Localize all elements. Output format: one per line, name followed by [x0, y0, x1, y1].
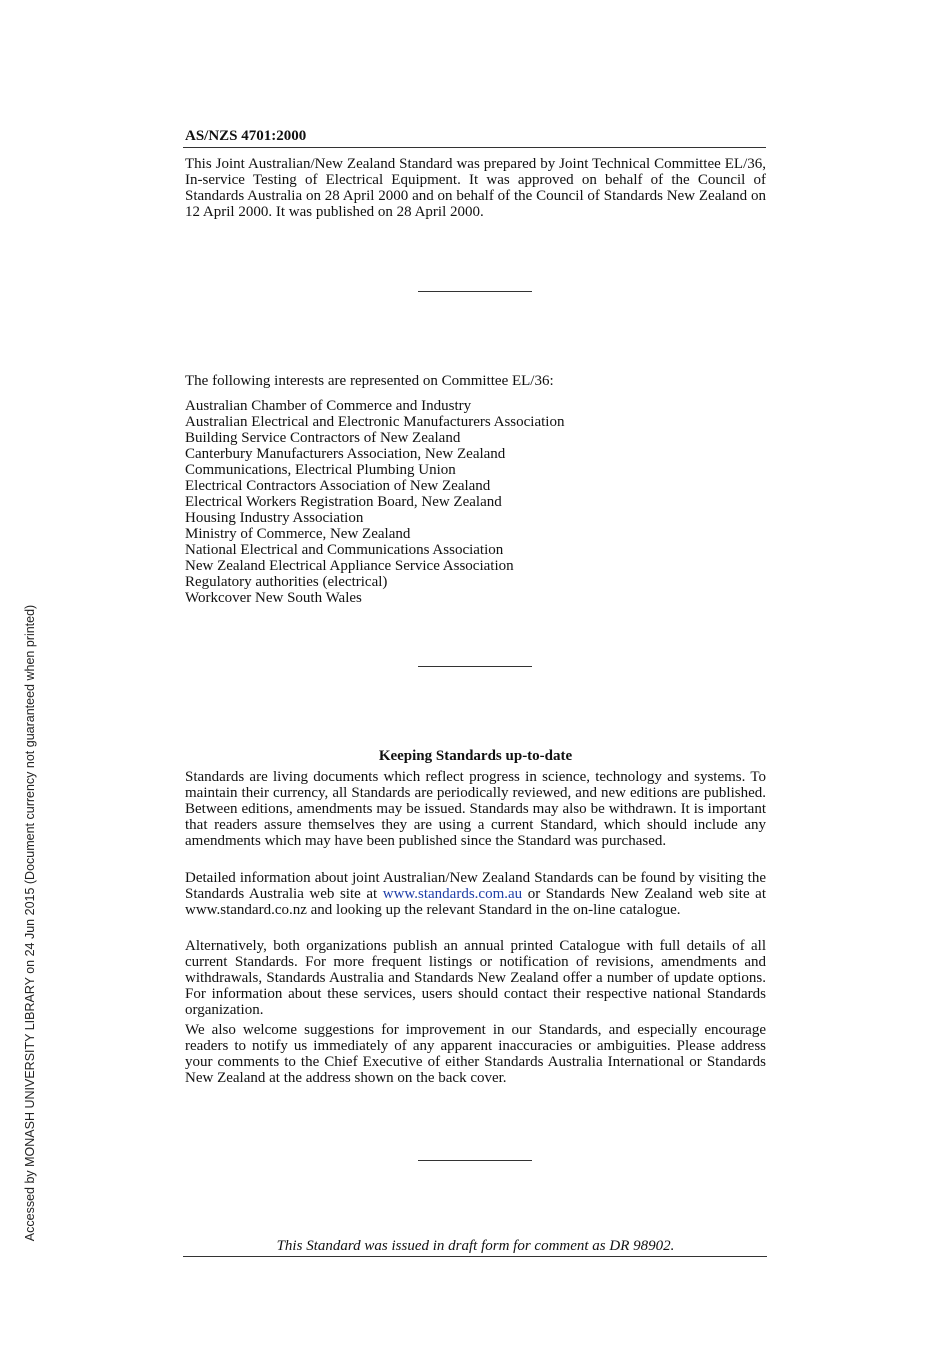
section-divider-2	[418, 666, 532, 667]
keeping-up-to-date-heading: Keeping Standards up-to-date	[378, 748, 573, 764]
list-item: New Zealand Electrical Appliance Service Association	[185, 558, 514, 574]
feedback-paragraph: We also welcome suggestions for improvement in our Standards, and especially encourage readers to notify us immediately of any apparent inaccuracies or ambiguities. Please address your comments to the Chief Executive of either Standards Australia International or Standards New Zealand at the address shown on the back cover.	[185, 1022, 766, 1086]
standard-number: AS/NZS 4701:2000	[185, 128, 307, 144]
list-item: Australian Chamber of Commerce and Industry	[185, 398, 472, 414]
list-item: Ministry of Commerce, New Zealand	[185, 526, 411, 542]
web-info-text-start: Detailed information about joint Australian/New Zealand Standards can be found by visiting the Standards Australia web site at	[185, 870, 766, 902]
currency-paragraph: Standards are living documents which reflect progress in science, technology and systems. To maintain their currency, all Standards are periodically reviewed, and new editions are published. Between editions, amendments may be issued. Standards may also be withdrawn. It is important that readers assure themselves they are using a current Standard, which should include any amendments which may have been published since the Standard was purchased.	[185, 769, 766, 849]
preparation-paragraph: This Joint Australian/New Zealand Standard was prepared by Joint Technical Committee EL/36, In-service Testing of Electrical Equipment. It was approved on behalf of the Council of Standards Australia on 28 April 2000 and on behalf of the Council of Standards New Zealand on 12 April 2000. It was published on 28 April 2000.	[185, 156, 766, 220]
list-item: National Electrical and Communications Association	[185, 542, 504, 558]
list-item: Building Service Contractors of New Zealand	[185, 430, 461, 446]
footer-rule	[183, 1256, 767, 1257]
list-item: Canterbury Manufacturers Association, New Zealand	[185, 446, 506, 462]
list-item: Communications, Electrical Plumbing Union	[185, 462, 456, 478]
header-rule	[183, 147, 766, 148]
section-divider-1	[418, 291, 532, 292]
web-info-paragraph	[185, 870, 766, 918]
list-item: Australian Electrical and Electronic Manufacturers Association	[185, 414, 565, 430]
section-divider-3	[418, 1160, 532, 1161]
catalogue-paragraph: Alternatively, both organizations publish an annual printed Catalogue with full details of all current Standards. For more frequent listings or notification of revisions, amendments and withdrawals, Standards Australia and Standards New Zealand offer a number of update options. For information about these services, users should contact their respective national Standards organization.	[185, 938, 766, 1018]
list-item: Electrical Contractors Association of New Zealand	[185, 478, 491, 494]
standards-australia-link[interactable]: www.standards.com.au	[382, 886, 523, 902]
web-info-text-end: or Standards New Zealand web site at www.standard.co.nz and looking up the relevant Standard in the on-line catalogue.	[185, 886, 766, 918]
list-item: Electrical Workers Registration Board, New Zealand	[185, 494, 502, 510]
list-item: Workcover New South Wales	[185, 590, 362, 606]
list-item: Housing Industry Association	[185, 510, 364, 526]
draft-note: This Standard was issued in draft form for comment as DR 98902.	[276, 1238, 675, 1254]
committee-interests-list	[185, 398, 564, 606]
list-item: Regulatory authorities (electrical)	[185, 574, 388, 590]
access-notice: Accessed by MONASH UNIVERSITY LIBRARY on 24 Jun 2015 (Document currency not guaranteed when printed)	[23, 604, 37, 1242]
committee-intro: The following interests are represented on Committee EL/36:	[185, 373, 554, 389]
